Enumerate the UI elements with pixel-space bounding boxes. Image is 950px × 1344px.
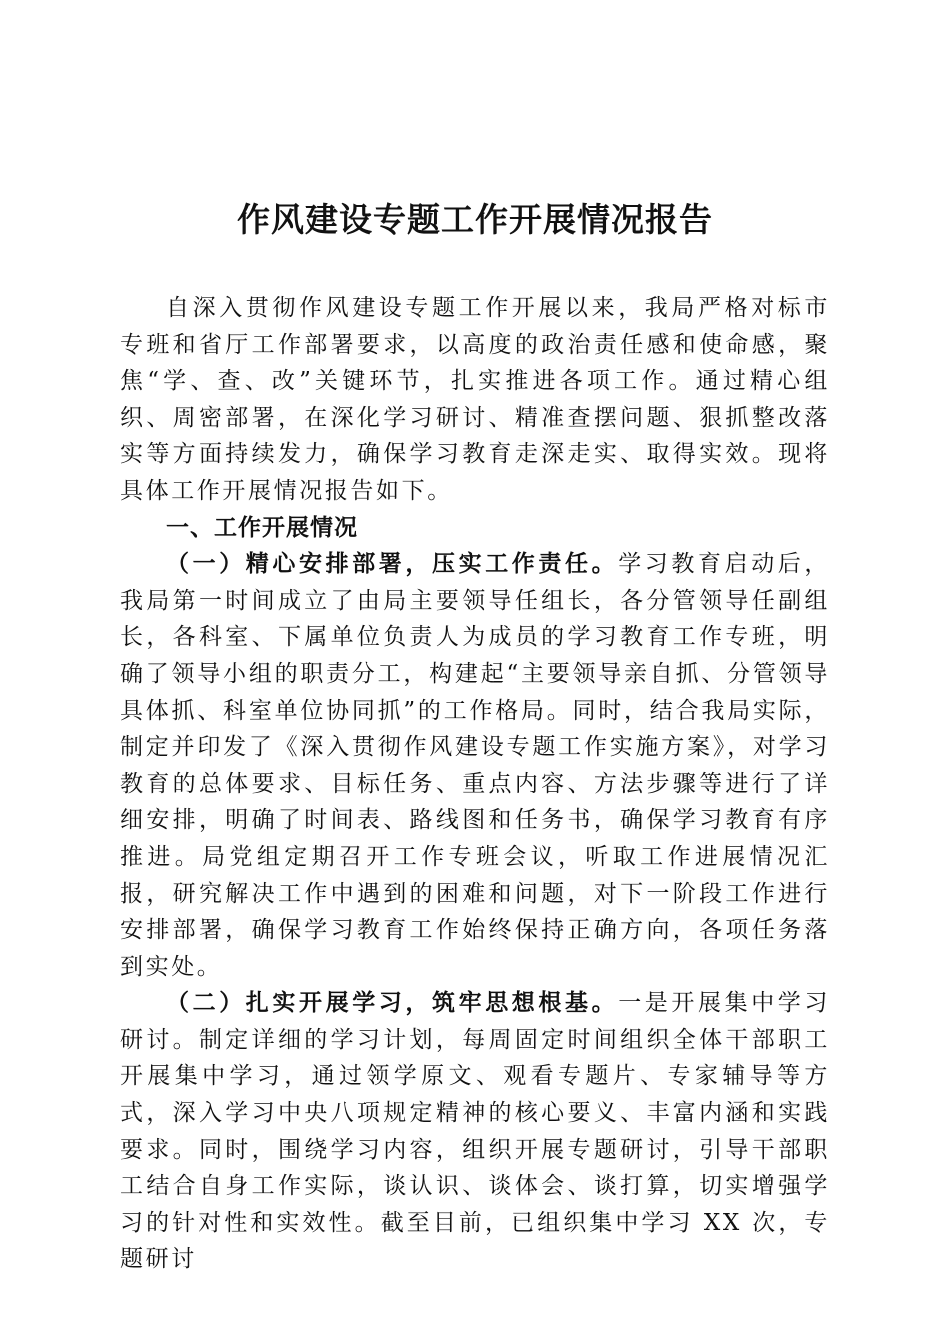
intro-paragraph: 自深入贯彻作风建设专题工作开展以来，我局严格对标市专班和省厅工作部署要求，以高度的政治责任感和使命感，聚焦“学、查、改”关键环节，扎实推进各项工作。通过精心组织、周密部署，在深化学习研讨、精准查摆问题、狠抓整改落实等方面持续发力，确保学习教育走深走实、取得实效。现将具体工作开展情况报告如下。 bbox=[120, 295, 830, 504]
item-lead-1: （一）精心安排部署，压实工作责任。 bbox=[166, 550, 619, 578]
section-heading: 一、工作开展情况 bbox=[166, 514, 358, 541]
item-text-1: 学习教育启动后，我局第一时间成立了由局主要领导任组长，各分管领导任副组长，各科室、下属单位负责人为成员的学习教育工作专班，明确了领导小组的职责分工，构建起“主要领导亲自抓、分管领导具体抓、科室单位协同抓”的工作格局。同时，结合我局实际，制定并印发了《深入贯彻作风建设专题工作实施方案》，对学习教育的总体要求、目标任务、重点内容、方法步骤等进行了详细安排，明确了时间表、路线图和任务书，确保学习教育有序推进。局党组定期召开工作专班会议，听取工作进展情况汇报，研究解决工作中遇到的困难和问题，对下一阶段工作进行安排部署，确保学习教育工作始终保持正确方向，各项任务落到实处。 bbox=[120, 551, 830, 980]
document-body bbox=[120, 290, 830, 1278]
item-text-2: 一是开展集中学习研讨。制定详细的学习计划，每周固定时间组织全体干部职工开展集中学习，通过领学原文、观看专题片、专家辅导等方式，深入学习中央八项规定精神的核心要义、丰富内涵和实践要求。同时，围绕学习内容，组织开展专题研讨，引导干部职工结合自身工作实际，谈认识、谈体会、谈打算，切实增强学习的针对性和实效性。截至目前，已组织集中学习 XX 次，专题研讨 bbox=[120, 990, 830, 1273]
item-lead-2: （二）扎实开展学习，筑牢思想根基。 bbox=[166, 989, 619, 1017]
item-paragraph-2 bbox=[120, 985, 830, 1278]
item-paragraph-1 bbox=[120, 546, 830, 985]
document-title: 作风建设专题工作开展情况报告 bbox=[237, 200, 713, 239]
